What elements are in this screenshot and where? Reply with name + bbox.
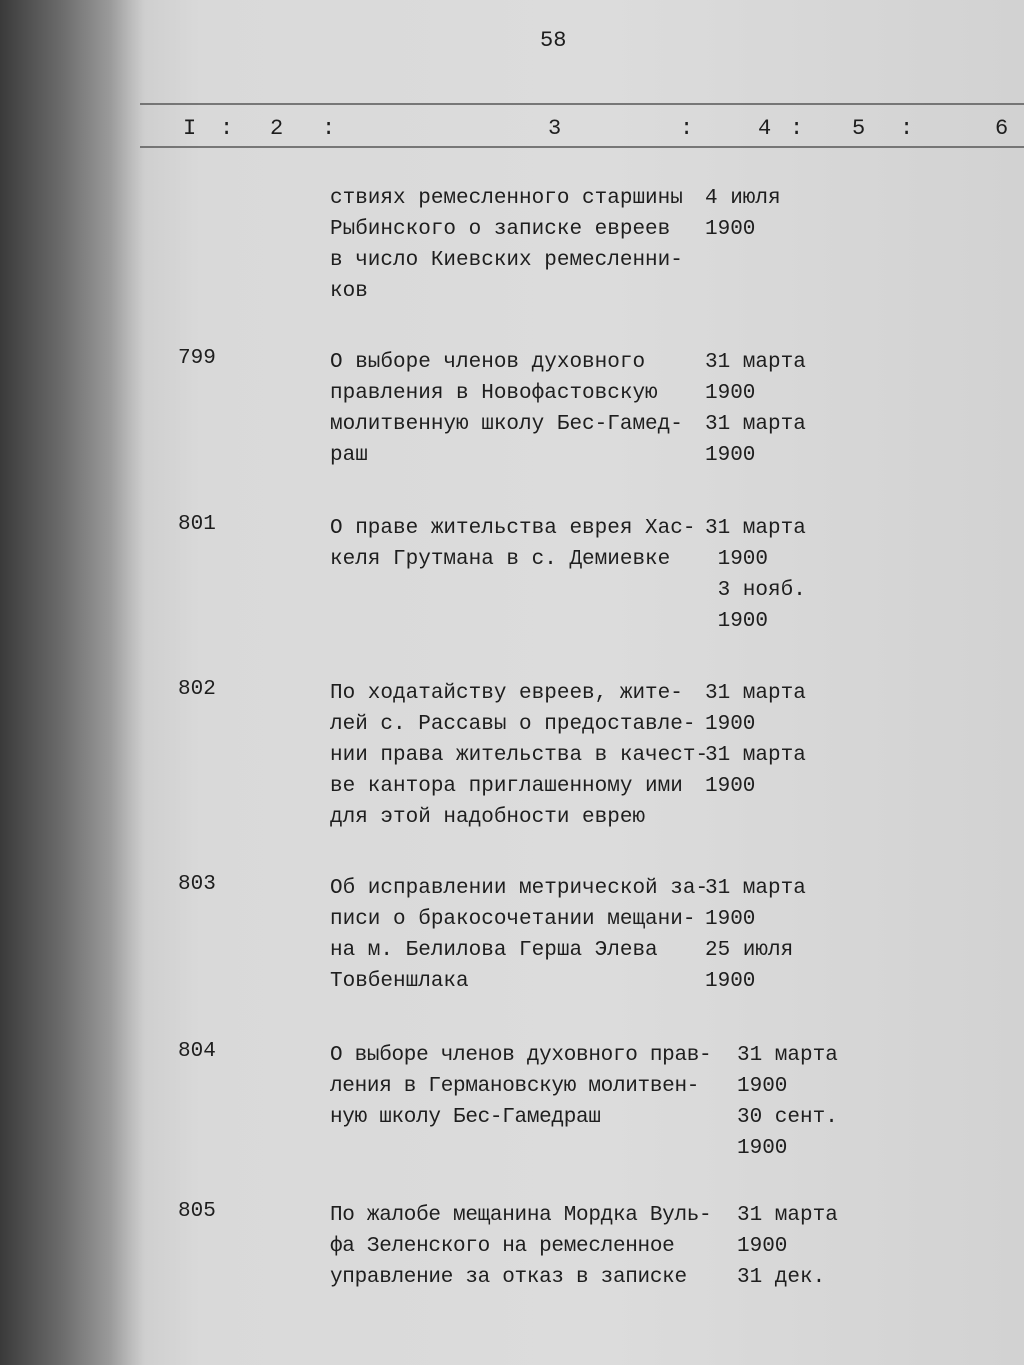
column-separator: :: [790, 116, 804, 141]
entry-number: 804: [178, 1040, 216, 1063]
date-line: 1900: [705, 610, 769, 633]
date-line: 1900: [705, 908, 756, 931]
description-line: раш: [330, 444, 368, 467]
description-line: ствиях ремесленного старшины: [330, 187, 683, 210]
date-line: 1900: [737, 1137, 788, 1160]
description-line: для этой надобности еврею: [330, 806, 646, 829]
page-number: 58: [540, 28, 567, 53]
date-line: 31 марта: [737, 1204, 838, 1227]
entry-dates: [705, 183, 781, 245]
description-line: ную школу Бес-Гамедраш: [330, 1106, 601, 1129]
description-line: писи о бракосочетании мещани-: [330, 908, 696, 931]
entry-description: [330, 183, 683, 307]
entry-description: [330, 1200, 711, 1293]
description-line: Товбеншлака: [330, 970, 469, 993]
column-header-4: 4: [758, 116, 772, 141]
description-line: фа Зеленского на ремесленное: [330, 1235, 675, 1258]
description-line: правления в Новофастовскую: [330, 382, 658, 405]
column-header-3: 3: [548, 116, 562, 141]
date-line: 25 июля: [705, 939, 794, 962]
date-line: 3 нояб.: [705, 579, 806, 602]
date-line: 1900: [705, 970, 756, 993]
description-line: О выборе членов духовного прав-: [330, 1044, 712, 1067]
column-header-2: 2: [270, 116, 284, 141]
entry-dates: [737, 1200, 838, 1293]
date-line: 1900: [737, 1075, 788, 1098]
entry-description: [330, 513, 695, 575]
date-line: 31 марта: [705, 877, 806, 900]
column-header-5: 5: [852, 116, 866, 141]
date-line: 31 марта: [737, 1044, 838, 1067]
column-separator: :: [680, 116, 694, 141]
header-rule-top: [140, 103, 1024, 105]
description-line: По ходатайству евреев, жите-: [330, 682, 683, 705]
description-line: По жалобе мещанина Мордка Вуль-: [330, 1204, 712, 1227]
entry-description: [330, 1040, 711, 1133]
description-line: келя Грутмана в с. Демиевке: [330, 548, 671, 571]
description-line: Об исправлении метрической за-: [330, 877, 709, 900]
entry-number: 805: [178, 1200, 216, 1223]
date-line: 31 дек.: [737, 1266, 826, 1289]
column-separator: :: [220, 116, 234, 141]
description-line: О выборе членов духовного: [330, 351, 646, 374]
description-line: О праве жительства еврея Хас-: [330, 517, 696, 540]
description-line: ления в Германовскую молитвен-: [330, 1075, 700, 1098]
entry-description: [330, 347, 683, 471]
description-line: лей с. Рассавы о предоставле-: [330, 713, 696, 736]
header-rule-bottom: [140, 146, 1024, 148]
date-line: 4 июля: [705, 187, 781, 210]
date-line: 30 сент.: [737, 1106, 838, 1129]
entry-dates: [705, 347, 806, 471]
date-line: 31 марта: [705, 682, 806, 705]
date-line: 1900: [705, 713, 756, 736]
column-separator: :: [900, 116, 914, 141]
date-line: 1900: [705, 444, 756, 467]
entry-dates: [705, 873, 806, 997]
entry-dates: [737, 1040, 838, 1164]
description-line: управление за отказ в записке: [330, 1266, 687, 1289]
entry-dates: [705, 513, 806, 637]
column-header-6: 6: [995, 116, 1009, 141]
description-line: в число Киевских ремесленни-: [330, 249, 683, 272]
date-line: 31 марта: [705, 413, 806, 436]
date-line: 1900: [705, 218, 756, 241]
entry-number: 799: [178, 347, 216, 370]
description-line: ков: [330, 280, 368, 303]
description-line: нии права жительства в качест-: [330, 744, 709, 767]
description-line: Рыбинского о записке евреев: [330, 218, 671, 241]
entry-number: 801: [178, 513, 216, 536]
entry-number: 802: [178, 678, 216, 701]
date-line: 31 марта: [705, 744, 806, 767]
description-line: молитвенную школу Бес-Гамед-: [330, 413, 683, 436]
description-line: на м. Белилова Герша Элева: [330, 939, 658, 962]
date-line: 1900: [705, 382, 756, 405]
column-header-1: I: [183, 116, 197, 141]
date-line: 1900: [705, 548, 769, 571]
date-line: 31 марта: [705, 351, 806, 374]
date-line: 1900: [737, 1235, 788, 1258]
entry-dates: [705, 678, 806, 802]
date-line: 1900: [705, 775, 756, 798]
column-separator: :: [322, 116, 336, 141]
date-line: 31 марта: [705, 517, 806, 540]
description-line: ве кантора приглашенному ими: [330, 775, 683, 798]
entry-number: 803: [178, 873, 216, 896]
entry-description: [330, 678, 708, 833]
entry-description: [330, 873, 708, 997]
